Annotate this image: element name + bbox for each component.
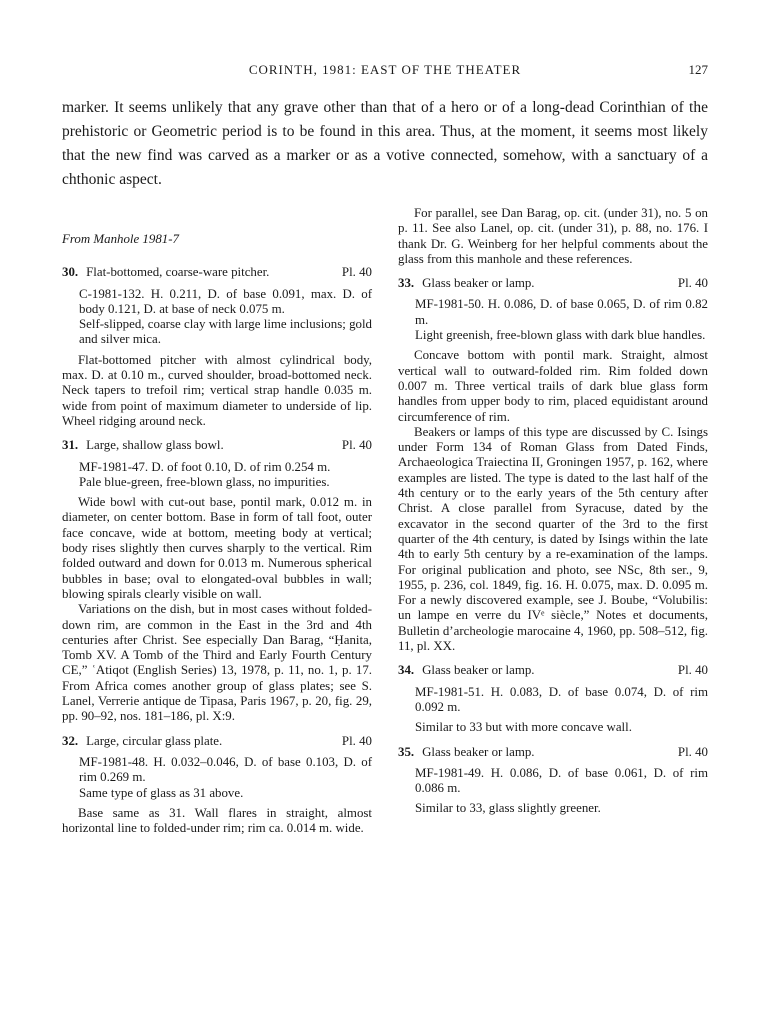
measurements: C-1981-132. H. 0.211, D. of base 0.091, max. D. of body 0.121, D. at base of neck 0.075 m. — [79, 286, 372, 316]
measurements: MF-1981-50. H. 0.086, D. of base 0.065, D. of rim 0.82 m. — [415, 297, 708, 327]
catalog-details-31 — [62, 460, 372, 491]
measurements: MF-1981-51. H. 0.083, D. of base 0.074, D. of rim 0.092 m. — [415, 684, 708, 714]
measurements: MF-1981-47. D. of foot 0.10, D. of rim 0.254 m. — [79, 459, 331, 474]
running-title: CORINTH, 1981: EAST OF THE THEATER — [248, 62, 522, 77]
catalog-title: Glass beaker or lamp. — [422, 276, 535, 291]
fabric: Self-slipped, coarse clay with large lime inclusions; gold and silver mica. — [79, 317, 372, 347]
description: Concave bottom with pontil mark. Straight, almost vertical wall to outward-folded rim. Rim folded down 0.007 m. Three vertical trails of dark blue glass form handles from upper body to rim, placed equidistant around circumference of rim. — [398, 348, 708, 424]
page — [62, 58, 708, 836]
catalog-details-32 — [62, 755, 372, 801]
page-number: 127 — [688, 62, 708, 77]
catalog-heading-31 — [62, 438, 372, 453]
catalog-details-35 — [398, 766, 708, 817]
catalog-heading-30 — [62, 265, 372, 280]
catalog-title: Flat-bottomed, coarse-ware pitcher. — [86, 265, 270, 280]
measurements: MF-1981-49. H. 0.086, D. of base 0.061, D. of rim 0.086 m. — [415, 765, 708, 796]
description: Wide bowl with cut-out base, pontil mark, 0.012 m. in diameter, on center bottom. Base in form of tall foot, outer face concave, wide at bottom, meeting body at vertical; body rises slightly then curves sharply to the vertical. Rim folded outward and down for 0.013 m. Numerous spherical bubbles in base; oval to elongated-oval bubbles in wall; blowing spirals clearly visible on wall. — [62, 495, 372, 601]
section-heading: From Manhole 1981-7 — [62, 232, 179, 246]
plate-ref: Pl. 40 — [677, 744, 708, 759]
plate-ref: Pl. 40 — [341, 265, 372, 280]
description: Similar to 33 but with more concave wall. — [415, 720, 632, 735]
discussion: Beakers or lamps of this type are discussed by C. Isings under Form 134 of Roman Glass from Dated Finds, Archaeologica Traiectina II, Groningen 1957, p. 162, where examples are listed. The type is dated to the last half of the 4th century or to the early years of the 5th century after Christ. A close parallel from Syracuse, dated by the excavator in the second quarter of the 3rd to the first quarter of the 4th century, is dated by Isings within the late 4th to early 5th century by a re-examination of the lamps. For original publication and photo, see NSc, 8th ser., 9, 1955, p. 236, col. 1849, fig. 16. H. 0.075, max. D. 0.095 m. For a newly discovered example, see J. Boube, “Volubilis: un lampe en verre du IVᵉ siècle,” Notes et documents, Bulletin d’archeologie marocaine 4, 1960, pp. 508–512, fig. 11, pl. XX. — [398, 424, 708, 654]
running-header — [62, 58, 708, 82]
plate-ref: Pl. 40 — [341, 733, 372, 748]
catalog-details-34 — [398, 685, 708, 736]
plate-ref: Pl. 40 — [341, 438, 372, 453]
catalog-title: Glass beaker or lamp. — [422, 744, 535, 759]
catalog-title: Large, shallow glass bowl. — [86, 438, 224, 453]
catalog-number: 32. — [62, 733, 79, 748]
discussion: Variations on the dish, but in most cases without folded-down rim, are common in the East in the 3rd and 4th centuries after Christ. See especially Dan Barag, “Ḥanita, Tomb XV. A Tomb of the Third and Early Fourth Century CE,” ʿAtiqot (English Series) 13, 1978, p. 11, no. 1, p. 17. From Africa comes another group of glass plates; see S. Lanel, Verrerie antique de Tipasa, Paris 1967, p. 20, fig. 29, pp. 90–92, nos. 181–186, pl. X:9. — [62, 602, 372, 724]
catalog-title: Large, circular glass plate. — [86, 733, 223, 748]
catalog-heading-32 — [62, 734, 372, 749]
description: Similar to 33, glass slightly greener. — [415, 801, 601, 816]
catalog-number: 31. — [62, 438, 79, 453]
measurements: MF-1981-48. H. 0.032–0.046, D. of base 0.103, D. of rim 0.269 m. — [79, 754, 372, 785]
fabric: Same type of glass as 31 above. — [79, 785, 244, 800]
description: Flat-bottomed pitcher with almost cylindrical body, max. D. at 0.10 m., curved shoulder, broad-bottomed neck. Neck tapers to trefoil rim; vertical strap handle 0.035 m. wide from point of maximum diameter to underside of lip. Wheel ridging around neck. — [62, 352, 372, 428]
catalog-heading-35 — [398, 745, 708, 760]
two-column-body — [62, 206, 708, 836]
fabric: Light greenish, free-blown glass with dark blue handles. — [415, 328, 706, 343]
description: Base same as 31. Wall flares in straight, almost horizontal line to folded-under rim; rim ca. 0.014 m. wide. — [62, 805, 372, 836]
parallels-paragraph: For parallel, see Dan Barag, op. cit. (under 31), no. 5 on p. 11. See also Lanel, op. cit. (under 31), p. 88, no. 176. I thank Dr. G. Weinberg for her helpful comments about the glass from this manhole and these references. — [398, 206, 708, 266]
catalog-number: 34. — [398, 663, 415, 678]
catalog-number: 35. — [398, 744, 415, 759]
catalog-title: Glass beaker or lamp. — [422, 663, 535, 678]
plate-ref: Pl. 40 — [677, 276, 708, 291]
right-column — [398, 206, 708, 836]
catalog-heading-33 — [398, 276, 708, 291]
plate-ref: Pl. 40 — [677, 663, 708, 678]
catalog-details-33 — [398, 297, 708, 343]
catalog-details-30 — [62, 287, 372, 348]
intro-paragraph: marker. It seems unlikely that any grave other than that of a hero or of a long-dead Corinthian of the prehistoric or Geometric period is to be found in this area. Thus, at the moment, it seems most likely that the new find was carved as a marker or as a votive connected, somehow, with a sanctuary of a chthonic aspect. — [62, 99, 708, 188]
left-column — [62, 232, 372, 836]
catalog-heading-34 — [398, 663, 708, 678]
catalog-number: 33. — [398, 276, 415, 291]
catalog-number: 30. — [62, 265, 79, 280]
fabric: Pale blue-green, free-blown glass, no impurities. — [79, 474, 330, 489]
